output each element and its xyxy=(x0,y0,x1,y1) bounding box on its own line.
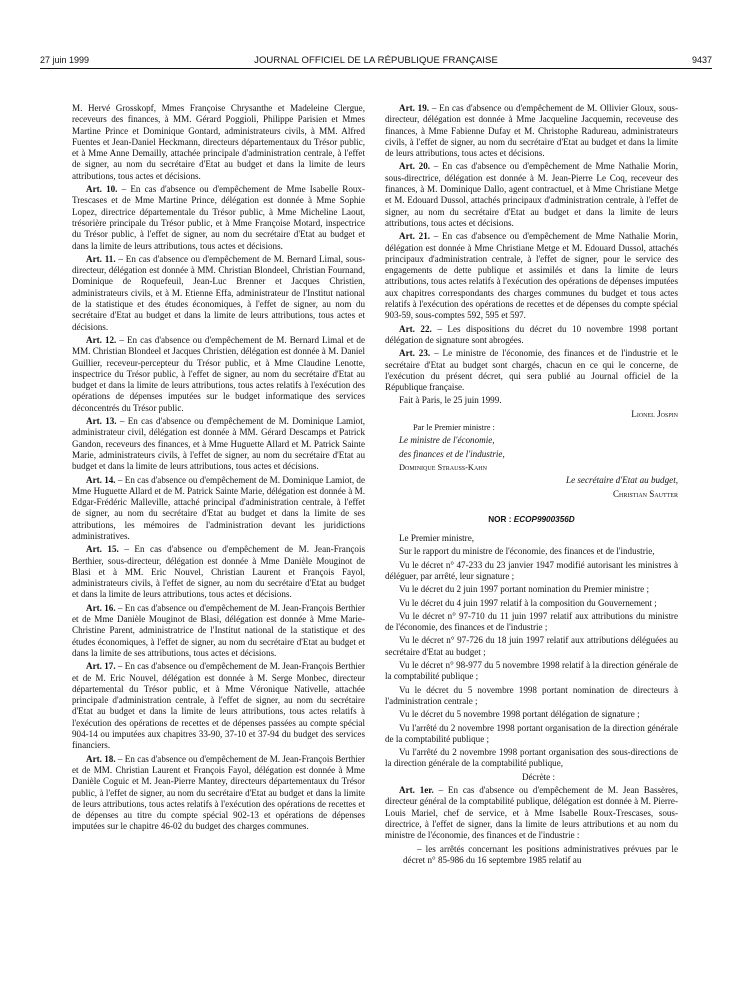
fait-a-paris: Fait à Paris, le 25 juin 1999. xyxy=(399,395,502,406)
visa-5: Vu le décret n° 97-726 du 18 juin 1997 relatif aux attributions déléguées au secrétaire d'Etat au budget ; xyxy=(385,635,678,657)
visa-3: Vu le décret du 4 juin 1997 relatif à la composition du Gouvernement ; xyxy=(399,597,657,608)
visa-1: Vu le décret n° 47-233 du 23 janvier 1947 modifié autorisant les ministres à déléguer, par arrêté, leur signature ; xyxy=(385,559,678,581)
secretary-name: Christian Sautter xyxy=(612,488,678,499)
visa-0: Sur le rapport du ministre de l'économie, des finances et de l'industrie, xyxy=(399,546,655,557)
article-13: Art. 13. – En cas d'absence ou d'empêchement de M. Dominique Lamiot, administrateur civil, délégation est donnée à MM. Gérard Descamps et Patrick Gandon, receveurs des finances, et à Mme Huguette Allard et M. Patrick Sainte Marie, administrateurs civils, à l'effet de signer, au nom du secrétaire d'Etat au budget et dans la limite de leurs attributions, tous actes et décisions. xyxy=(72,416,365,472)
visa-6: Vu le décret n° 98-977 du 5 novembre 1998 relatif à la direction générale de la comptabilité publique ; xyxy=(385,660,678,682)
article-21: Art. 21. – En cas d'absence ou d'empêchement de Mme Nathalie Morin, délégation est donnée à Mme Christiane Metge et M. Edouard Dussol, attachés principaux d'administration centrale, à l'effet de signer, pour le service des engagements de dette publique et assimilés et dans la limite de leurs attributions, tous actes relatifs à l'exécution des opérations de dépenses imputées aux chapitres correspondants des charges communes du budget et tous actes relatifs à l'exécution des opérations de recettes et de dépenses du compte spécial 903-59, sous-comptes 592, 595 et 597. xyxy=(385,231,678,321)
article-23: Art. 23. – Le ministre de l'économie, des finances et de l'industrie et le secrétaire d'Etat au budget sont chargés, chacun en ce qui le concerne, de l'exécution du présent décret, qui sera publié au Journal officiel de la République française. xyxy=(385,348,678,393)
article-17: Art. 17. – En cas d'absence ou d'empêchement de M. Jean-François Berthier et de M. Eric Nouvel, délégation est donnée à M. Serge Monbec, directeur départemental du Trésor public, et à Mme Véronique Nativelle, attachée principale d'administration centrale, à l'effet de signer, au nom du secrétaire d'Etat au budget et dans la limite de leurs attributions, tous actes relatifs à l'exécution des opérations de recettes et de dépenses passées au compte spécial 904-14 ou imputées aux chapitres 33-90, 37-10 et 37-94 du budget des services financiers. xyxy=(72,661,365,751)
article-18: Art. 18. – En cas d'absence ou d'empêchement de M. Jean-François Berthier et de MM. Christian Laurent et François Fayol, délégation est donnée à Mme Danièle Coguic et M. Jean-Pierre Mantey, directeurs départementaux du Trésor public, à l'effet de signer, au nom du secrétaire d'Etat au budget et dans la limite de leurs attributions, tous actes relatifs à l'exécution des opérations de recettes et de dépenses au titre du compte spécial 902-13 et opérations de dépenses imputées sur le chapitre 46-02 du budget des charges communes. xyxy=(72,753,365,832)
article-20: Art. 20. – En cas d'absence ou d'empêchement de Mme Nathalie Morin, sous-directrice, délégation est donnée à M. Jean-Pierre Le Coq, receveur des finances, à M. Dominique Dallo, agent contractuel, et à Mme Christiane Metge et M. Edouard Dussol, attachés principaux d'administration centrale, à l'effet de signer, au nom du secrétaire d'Etat au budget et dans la limite de leurs attributions, tous actes et décisions. xyxy=(385,161,678,228)
par-le-premier-ministre: Par le Premier ministre : xyxy=(413,423,495,433)
page-header xyxy=(40,55,712,67)
paragraph-continuation: M. Hervé Grosskopf, Mmes Françoise Chrysanthe et Madeleine Clergue, receveurs des finances, à MM. Gérard Poggioli, Philippe Parisien et Mmes Martine Prince et Dominique Gontard, administrateurs civils, à MM. Alfred Fuentes et Jean-Daniel Heckmann, directeurs départementaux du Trésor public, et à Mme Anne Demailly, attachée principale d'administration centrale, à l'effet de signer, au nom du secrétaire d'Etat au budget et dans la limite de leurs attributions, tous actes et décisions. xyxy=(72,103,365,181)
dash-item: – les arrêtés concernant les positions administratives prévues par le décret n° 85-986 du 16 septembre 1985 relatif au xyxy=(403,843,678,865)
journal-title: JOURNAL OFFICIEL DE LA RÉPUBLIQUE FRANÇAISE xyxy=(254,55,498,66)
header-rule xyxy=(40,68,712,69)
article-14: Art. 14. – En cas d'absence ou d'empêchement de M. Dominique Lamiot, de Mme Huguette Allard et de M. Patrick Sainte Marie, délégation est donnée à M. Edgar-Frédéric Malleville, attaché principal d'administration centrale, à l'effet de signer, au nom du secrétaire d'Etat au budget et dans la limite de ses attributions, les mémoires de l'administration devant les juridictions administratives. xyxy=(72,474,365,541)
nor-reference: NOR : ECOP9900356D xyxy=(488,514,575,524)
opening: Le Premier ministre, xyxy=(399,533,475,544)
visa-7: Vu le décret du 5 novembre 1998 portant nomination de directeurs à l'administration centrale ; xyxy=(385,684,678,706)
article-16: Art. 16. – En cas d'absence ou d'empêchement de M. Jean-François Berthier et de Mme Danièle Mouginot de Blasi, délégation est donnée à Mme Marie-Christine Parent, administratrice de l'Institut national de la statistique et des études économiques, à l'effet de signer, au nom du secrétaire d'Etat au budget et dans la limite de ses attributions, tous actes et décisions. xyxy=(72,602,365,658)
visa-10: Vu l'arrêté du 2 novembre 1998 portant organisation des sous-directions de la direction générale de la comptabilité publique, xyxy=(385,747,678,769)
article-15: Art. 15. – En cas d'absence ou d'empêchement de M. Jean-François Berthier, sous-directeur, délégation est donnée à Mme Danièle Mouginot de Blasi et à MM. Eric Nouvel, Christian Laurent et François Fayol, administrateurs civils, à l'effet de signer, au nom du secrétaire d'Etat au budget et dans la limite de leurs attributions, tous actes et décisions. xyxy=(72,544,365,600)
header-date: 27 juin 1999 xyxy=(40,55,90,65)
left-column xyxy=(72,103,365,983)
decrete: Décrète : xyxy=(521,771,556,782)
right-column xyxy=(385,103,678,983)
visa-4: Vu le décret n° 97-710 du 11 juin 1997 relatif aux attributions du ministre de l'économie, des finances et de l'industrie ; xyxy=(385,610,678,633)
article-1er: Art. 1er. – En cas d'absence ou d'empêchement de M. Jean Bassères, directeur général de la comptabilité publique, délégation est donnée à M. Pierre-Louis Mariel, chef de service, et à Mme Isabelle Roux-Trescases, sous-directrice, à l'effet de signer, dans la limite de leurs attributions et au nom du ministre de l'économie, des finances et de l'industrie : xyxy=(385,785,678,841)
visa-8: Vu le décret du 5 novembre 1998 portant délégation de signature ; xyxy=(399,709,640,720)
article-10: Art. 10. – En cas d'absence ou d'empêchement de Mme Isabelle Roux-Trescases et de Mme Martine Prince, délégation est donnée à Mme Sophie Lopez, directrice départementale du Trésor public, à Mme Micheline Laout, trésorière principale du Trésor public, et à Mme Françoise Motard, inspectrice du Trésor public, à l'effet de signer, au nom du secrétaire d'Etat au budget et dans la limite de leurs attributions, tous actes et décisions. xyxy=(72,184,365,251)
article-11: Art. 11. – En cas d'absence ou d'empêchement de M. Bernard Limal, sous-directeur, délégation est donnée à MM. Christian Blondeel, Christian Fournand, Dominique de Roquefeuil, Jean-Luc Brenner et Jacques Christien, administrateurs civils, et à M. Etienne Effa, administrateur de l'Institut national de la statistique et des études économiques, à l'effet de signer, au nom du secrétaire d'Etat au budget et dans la limite de leurs attributions, tous actes et décisions. xyxy=(72,253,365,332)
minister-title-2: des finances et de l'industrie, xyxy=(399,448,505,459)
visa-9: Vu l'arrêté du 2 novembre 1998 portant organisation de la direction générale de la comptabilité publique ; xyxy=(385,722,678,744)
signer-name: Lionel Jospin xyxy=(631,408,678,419)
minister-title-1: Le ministre de l'économie, xyxy=(399,435,495,446)
page-number: 9437 xyxy=(691,55,712,65)
article-22: Art. 22. – Les dispositions du décret du 10 novembre 1998 portant délégation de signature sont abrogées. xyxy=(385,323,678,345)
secretary-title: Le secrétaire d'Etat au budget, xyxy=(566,475,678,486)
article-12: Art. 12. – En cas d'absence ou d'empêchement de M. Bernard Limal et de MM. Christian Blondeel et Jacques Christien, délégation est donnée à M. Daniel Guillier, receveur-percepteur du Trésor public, et à Mme Claudine Lenotte, inspectrice du Trésor public, à l'effet de signer, au nom du secrétaire d'Etat au budget et dans la limite de leurs attributions, tous actes relatifs à l'exécution des opérations de dépenses imputées sur le budget informatique des services déconcentrés du Trésor public. xyxy=(72,334,365,413)
minister-name: Dominique Strauss-Kahn xyxy=(399,462,487,472)
visa-2: Vu le décret du 2 juin 1997 portant nomination du Premier ministre ; xyxy=(399,584,649,595)
article-19: Art. 19. – En cas d'absence ou d'empêchement de M. Ollivier Gloux, sous-directeur, délégation est donnée à Mme Jacqueline Jacquemin, receveuse des finances, à Mme Fabienne Dufay et M. Christophe Radureau, administrateurs civils, à l'effet de signer, au nom du secrétaire d'Etat au budget et dans la limite de leurs attributions, tous actes et décisions. xyxy=(385,103,678,159)
